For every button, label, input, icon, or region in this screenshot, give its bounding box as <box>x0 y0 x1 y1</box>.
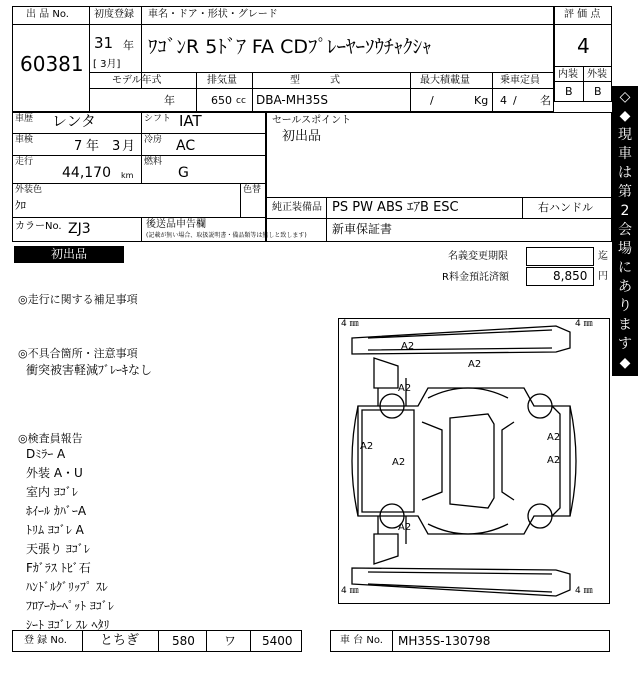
color-change-divider <box>240 183 241 217</box>
inspector-title: ◎検査員報告 <box>18 432 83 445</box>
steering-divider <box>522 197 523 218</box>
side-banner-char: ま <box>618 317 632 333</box>
side-banner-char: ◇ <box>619 89 631 105</box>
inspection-label: 車検 <box>15 135 34 145</box>
specs-col-divider <box>141 112 142 183</box>
reg-number: 5400 <box>262 634 293 648</box>
capacity-value: 4 <box>500 94 507 107</box>
lot-number: 60381 <box>20 52 84 76</box>
inspector-item: Fｶﾞﾗｽ ﾄﾋﾞ石 <box>26 561 91 575</box>
steering-value: 右ハンドル <box>538 201 593 214</box>
reg-divider-3 <box>206 630 207 652</box>
specs-row-line-3 <box>12 183 266 184</box>
inspection-year: 7 <box>74 139 83 154</box>
first-reg-month: [ 3月] <box>93 59 121 70</box>
first-reg-year: 31 <box>94 34 114 52</box>
inspector-item: ﾄﾘﾑ ﾖｺﾞﾚ A <box>26 523 84 537</box>
specs-row-line-4 <box>12 217 266 218</box>
side-banner-char: 現 <box>618 127 632 143</box>
damage-mark: A2 <box>468 359 482 370</box>
reg-area: とちぎ <box>100 633 140 648</box>
inspection-month: 3 <box>112 139 121 154</box>
warranty-row-line <box>266 218 612 219</box>
car-name-label: 車名・ドア・形状・グレード <box>148 9 278 20</box>
score-label: 評 価 点 <box>564 9 601 20</box>
inspector-item: ﾌﾛｱｰｶｰﾍﾟｯﾄ ﾖｺﾞﾚ <box>26 599 114 613</box>
reg-divider-2 <box>158 630 159 652</box>
model-col-div-2 <box>252 72 253 112</box>
first-reg-year-unit: 年 <box>123 39 134 52</box>
recycle-value: 8,850 <box>553 269 588 283</box>
ext-color-value: ｸﾛ <box>15 199 26 212</box>
model-col-div-1 <box>196 72 197 112</box>
sales-point-value: 初出品 <box>282 129 322 144</box>
reg-divider-4 <box>250 630 251 652</box>
driving-notes-title: ◎走行に関する補足事項 <box>18 293 138 306</box>
reg-class: 580 <box>172 634 195 648</box>
model-year-unit: 年 <box>164 94 175 107</box>
chassis-value: MH35S-130798 <box>398 634 491 648</box>
header-label-line <box>90 24 554 25</box>
max-load-label: 最大積載量 <box>420 75 470 86</box>
specs-row-line-2 <box>12 155 266 156</box>
side-banner-char: は <box>618 165 632 181</box>
type-label: 型 式 <box>290 75 340 86</box>
exterior-value: B <box>594 85 602 98</box>
side-banner-char: す <box>618 336 632 352</box>
capacity-unit: 名 <box>540 94 551 107</box>
history-label: 車歴 <box>15 114 34 124</box>
model-row-label-line <box>90 88 554 89</box>
damage-mark: A2 <box>401 341 415 352</box>
inspector-item: ﾎｲｰﾙ ｶﾊﾞｰA <box>26 504 87 518</box>
mileage-value: 44,170 <box>62 165 111 181</box>
max-load-slash: / <box>430 94 434 107</box>
reg-kana: ワ <box>224 634 237 648</box>
genuine-row-line <box>266 197 612 198</box>
tire-rear-right: 4 ㎜ <box>575 586 593 596</box>
recycle-unit: 円 <box>598 271 608 282</box>
chassis-divider <box>392 630 393 652</box>
color-no-label: カラーNo. <box>15 221 62 232</box>
damage-mark: A2 <box>398 522 412 533</box>
fuel-value: G <box>178 165 189 181</box>
specs-row-line-1 <box>12 133 266 134</box>
warranty-value: 新車保証書 <box>332 222 393 236</box>
lot-label: 出 品 No. <box>26 9 69 20</box>
inspector-item: Dﾐﾗｰ A <box>26 447 66 461</box>
ext-color-label: 外装色 <box>15 185 43 195</box>
side-banner-char: に <box>618 260 632 276</box>
inspector-item: ﾊﾝﾄﾞﾙｸﾞﾘｯﾌﾟ ｽﾚ <box>26 580 108 594</box>
damage-mark: A2 <box>547 455 561 466</box>
score-label-line <box>554 24 612 25</box>
lot-label-line <box>12 24 90 25</box>
defects-title: ◎不具合箇所・注意事項 <box>18 347 138 360</box>
exterior-label: 外装 <box>587 69 607 80</box>
side-banner-char: 車 <box>618 146 632 162</box>
inspector-item: ｼｰﾄ ﾖｺﾞﾚ ｽﾚ ﾍﾀﾘ <box>26 618 110 632</box>
side-banner-char: ◆ <box>619 108 631 124</box>
damage-mark: A2 <box>360 441 374 452</box>
first-listing-tag: 初出品 <box>14 246 124 263</box>
model-col-div-4 <box>492 72 493 112</box>
shift-label: シフト <box>144 114 172 124</box>
interior-label: 内装 <box>558 69 578 80</box>
aftermarket-label: 後送品申告欄 <box>146 219 206 230</box>
displacement-label: 排気量 <box>207 75 237 86</box>
reg-divider-1 <box>82 630 83 652</box>
recycle-label: R料金預託済額 <box>442 272 509 283</box>
sales-point-label: セールスポイント <box>272 115 352 126</box>
reg-no-label: 登 録 No. <box>24 635 67 646</box>
capacity-slash: / <box>513 94 517 107</box>
damage-mark: A2 <box>392 457 406 468</box>
type-value: DBA-MH35S <box>256 93 329 107</box>
aftermarket-note: (記載が無い場合、取扱説明書・備品類等は無しと致します) <box>146 232 307 239</box>
side-banner-char: 会 <box>618 222 632 238</box>
car-name: ﾜｺﾞﾝR 5ﾄﾞｱ FA CDﾌﾟﾚｰﾔｰｿｳﾁｬｸｼｬ <box>148 36 432 58</box>
chassis-label: 車 台 No. <box>340 635 383 646</box>
name-change-unit: 迄 <box>598 251 608 262</box>
damage-mark: A2 <box>398 383 412 394</box>
name-change-label: 名義変更期限 <box>448 251 508 262</box>
max-load-unit: Kg <box>474 94 489 107</box>
side-banner-char: り <box>618 298 632 314</box>
capacity-label: 乗車定員 <box>500 75 540 86</box>
side-banner-char: あ <box>618 279 632 295</box>
genuine-divider <box>326 197 327 242</box>
inspector-item: 室内 ﾖｺﾞﾚ <box>26 485 78 499</box>
side-banner <box>612 86 638 376</box>
displacement-value: 650 <box>211 94 232 107</box>
name-change-box <box>526 247 594 266</box>
displacement-unit: cc <box>236 96 246 106</box>
inspection-year-unit: 年 <box>86 139 100 154</box>
genuine-label: 純正装備品 <box>272 202 322 213</box>
first-reg-label: 初度登録 <box>94 9 134 20</box>
score-value: 4 <box>577 34 590 58</box>
ac-label: 冷房 <box>144 135 163 145</box>
mileage-unit: km <box>121 171 134 180</box>
fuel-label: 燃料 <box>144 157 163 167</box>
shift-value: IAT <box>179 112 202 130</box>
side-banner-char: 場 <box>618 241 632 257</box>
mileage-label: 走行 <box>15 157 34 167</box>
color-no-value: ZJ3 <box>68 221 91 237</box>
score-sub-divider <box>583 66 584 102</box>
inspection-month-unit: 月 <box>122 139 136 154</box>
history-value: レンタ <box>52 112 97 130</box>
side-banner-char: ◆ <box>619 355 631 371</box>
side-banner-char: 2 <box>620 203 630 219</box>
tire-rear-left: 4 ㎜ <box>341 586 359 596</box>
model-year-label: モデル年式 <box>112 75 162 86</box>
model-row-top-line <box>90 72 554 73</box>
inspector-item: 外装 A・U <box>26 466 83 480</box>
color-change-label: 色替 <box>243 185 262 195</box>
specs-col-divider-2 <box>141 217 142 242</box>
defects-line: 衝突被害軽減ﾌﾞﾚｰｷなし <box>26 363 153 377</box>
damage-mark: A2 <box>547 432 561 443</box>
side-banner-char: 第 <box>618 184 632 200</box>
inspector-item: 天張り ﾖｺﾞﾚ <box>26 542 90 556</box>
tire-front-right: 4 ㎜ <box>575 319 593 329</box>
interior-value: B <box>565 85 573 98</box>
model-col-div-3 <box>410 72 411 112</box>
ac-value: AC <box>176 138 196 154</box>
genuine-value: PS PW ABS ｴｱB ESC <box>332 200 459 215</box>
tire-front-left: 4 ㎜ <box>341 319 359 329</box>
